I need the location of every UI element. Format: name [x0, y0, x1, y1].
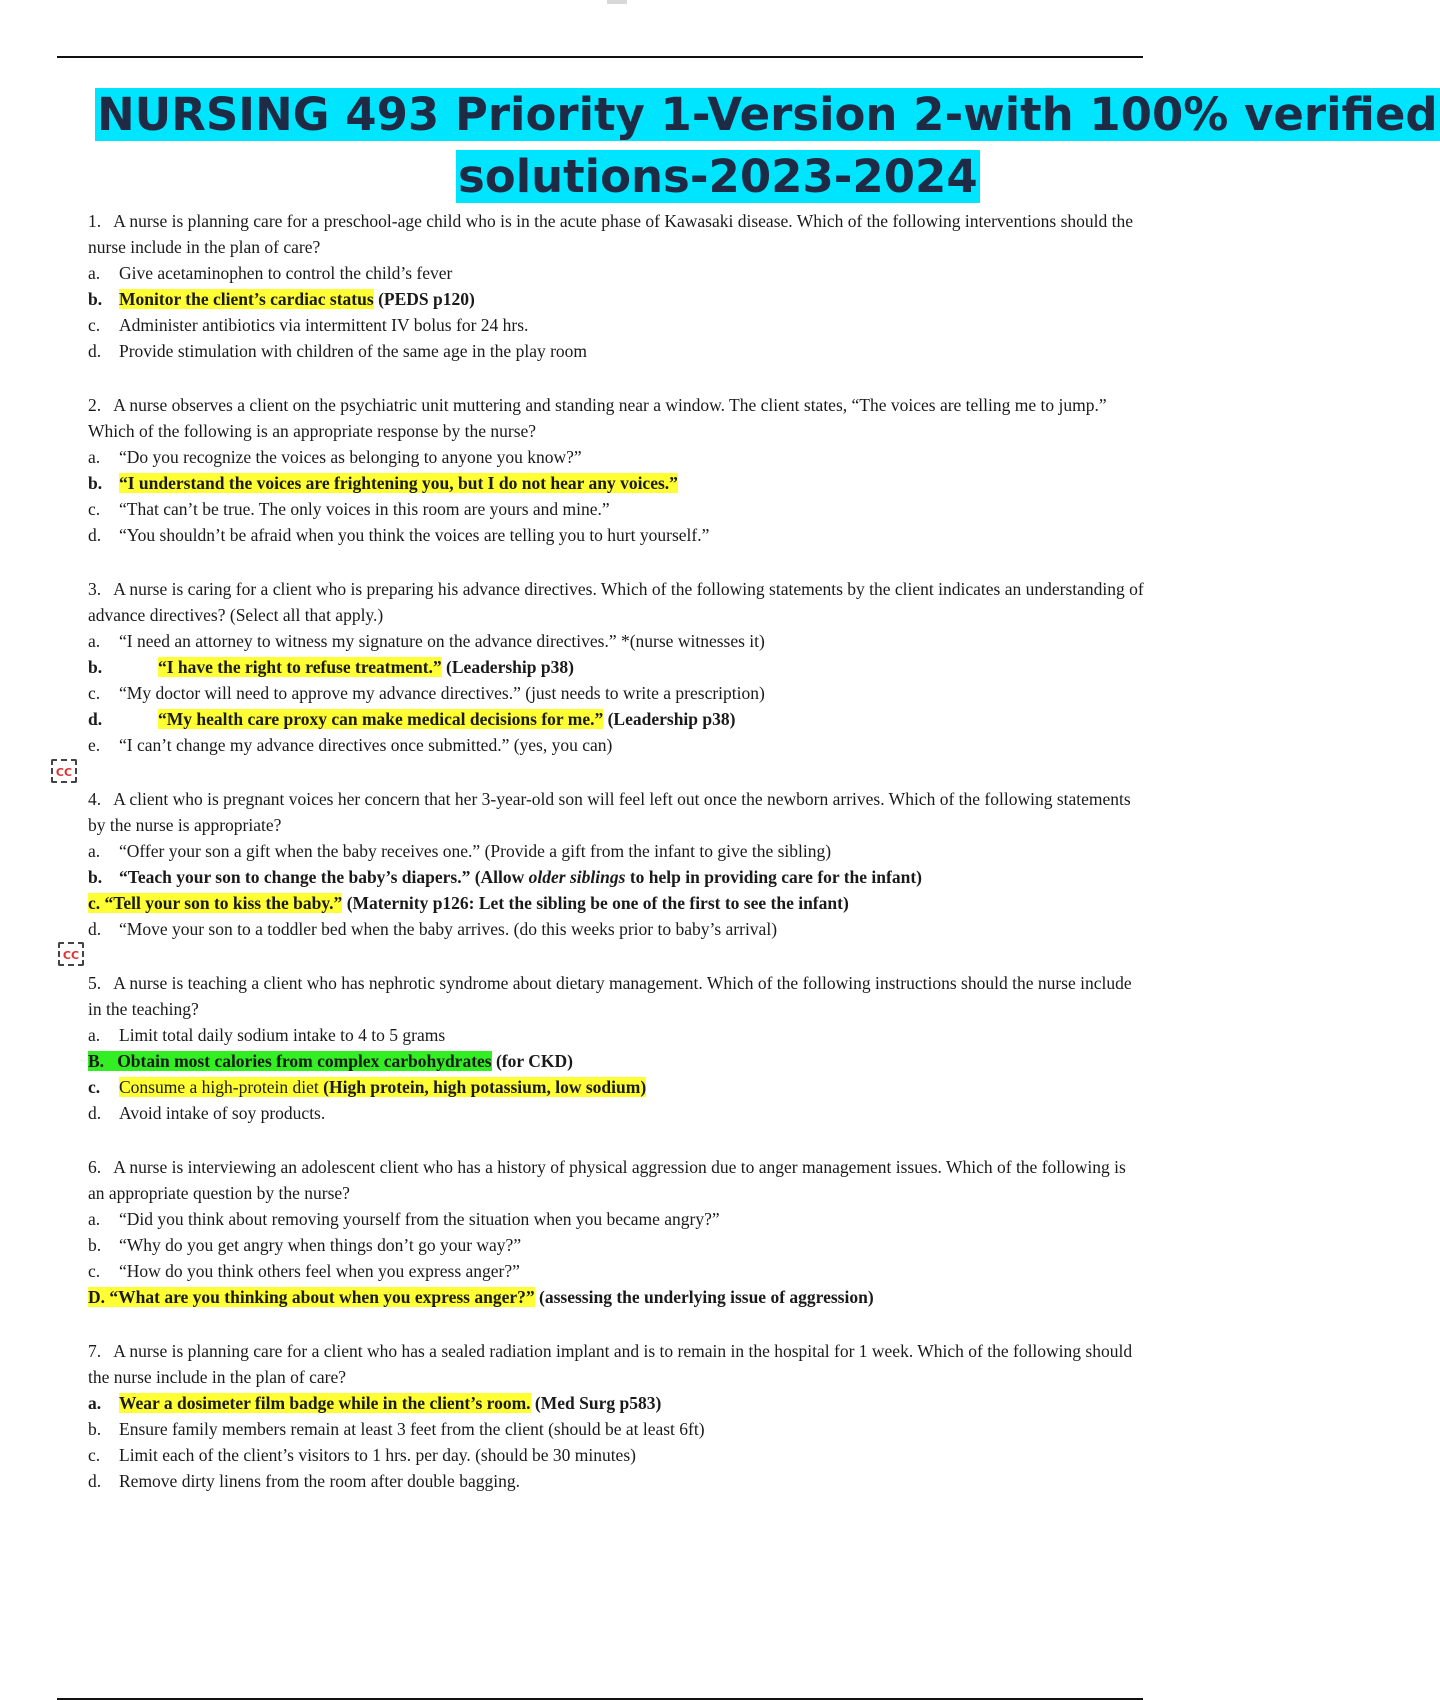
title-line-2: solutions-2023-2024: [458, 150, 978, 203]
top-edge-mark: [607, 0, 627, 4]
option-e: e. “I can’t change my advance directives once submitted.” (yes, you can): [88, 735, 613, 755]
option-b-answer: B. Obtain most calories from complex carbohydrates (for CKD): [88, 1051, 573, 1071]
question-6: [88, 1154, 1144, 1310]
option-b: b. Ensure family members remain at least 3 feet from the client (should be at least 6ft): [88, 1419, 705, 1439]
question-7: [88, 1338, 1144, 1494]
option-d-answer: d. “My health care proxy can make medical decisions for me.” (Leadership p38): [88, 709, 736, 729]
option-d: d. Remove dirty linens from the room after double bagging.: [88, 1471, 520, 1491]
header-rule: [57, 56, 1143, 58]
option-c: c. Administer antibiotics via intermittent IV bolus for 24 hrs.: [88, 315, 529, 335]
question-stem: 6. A nurse is interviewing an adolescent client who has a history of physical aggression due to anger management issues. Which of the following is an appropriate question by the nurse?: [88, 1157, 1126, 1203]
option-a: a. “Did you think about removing yourself from the situation when you became angry?”: [88, 1209, 720, 1229]
option-a: a. Give acetaminophen to control the child’s fever: [88, 263, 453, 283]
option-c: c. “That can’t be true. The only voices in this room are yours and mine.”: [88, 499, 610, 519]
option-c: c. Limit each of the client’s visitors to 1 hrs. per day. (should be 30 minutes): [88, 1445, 636, 1465]
option-a-answer: a. Wear a dosimeter film badge while in the client’s room. (Med Surg p583): [88, 1393, 662, 1413]
question-stem: 3. A nurse is caring for a client who is preparing his advance directives. Which of the following statements by the client indicates an understanding of advance directives? (Select all that apply.): [88, 579, 1144, 625]
question-5: [88, 970, 1144, 1126]
option-a: a. “I need an attorney to witness my signature on the advance directives.” *(nurse witnesses it): [88, 631, 765, 651]
comment-cc-icon[interactable]: CC: [58, 942, 84, 966]
question-stem: 2. A nurse observes a client on the psychiatric unit muttering and standing near a window. The client states, “The voices are telling me to jump.” Which of the following is an appropriate response by the nurse?: [88, 395, 1107, 441]
question-1: [88, 208, 1144, 364]
option-d: d. “Move your son to a toddler bed when the baby arrives. (do this weeks prior to baby’s arrival): [88, 919, 778, 939]
question-4: [88, 786, 1144, 942]
option-d: d. “You shouldn’t be afraid when you think the voices are telling you to hurt yourself.”: [88, 525, 710, 545]
option-c: c. “My doctor will need to approve my advance directives.” (just needs to write a prescription): [88, 683, 765, 703]
option-c-answer: c. “Tell your son to kiss the baby.” (Maternity p126: Let the sibling be one of the first to see the infant): [88, 893, 849, 913]
question-stem: 1. A nurse is planning care for a preschool-age child who is in the acute phase of Kawasaki disease. Which of the following interventions should the nurse include in the plan of care?: [88, 211, 1134, 257]
question-list: [88, 208, 1144, 1494]
option-b-answer: b. Monitor the client’s cardiac status (PEDS p120): [88, 289, 475, 309]
option-b-answer: b. “I have the right to refuse treatment.” (Leadership p38): [88, 657, 574, 677]
question-stem: 7. A nurse is planning care for a client who has a sealed radiation implant and is to remain in the hospital for 1 week. Which of the following should the nurse include in the plan of care?: [88, 1341, 1133, 1387]
option-d-answer: D. “What are you thinking about when you express anger?” (assessing the underlying issue of aggression): [88, 1287, 874, 1307]
option-a: a. “Offer your son a gift when the baby receives one.” (Provide a gift from the infant to give the sibling): [88, 841, 832, 861]
option-d: d. Provide stimulation with children of the same age in the play room: [88, 341, 588, 361]
option-c: c. “How do you think others feel when you express anger?”: [88, 1261, 520, 1281]
question-stem: 4. A client who is pregnant voices her concern that her 3-year-old son will feel left out once the newborn arrives. Which of the following statements by the nurse is appropriate?: [88, 789, 1131, 835]
option-c-answer: c. Consume a high-protein diet (High protein, high potassium, low sodium): [88, 1077, 647, 1097]
option-a: a. Limit total daily sodium intake to 4 to 5 grams: [88, 1025, 446, 1045]
question-2: [88, 392, 1144, 548]
option-b-answer: b. “I understand the voices are frightening you, but I do not hear any voices.”: [88, 473, 678, 493]
question-3: [88, 576, 1144, 758]
option-a: a. “Do you recognize the voices as belonging to anyone you know?”: [88, 447, 582, 467]
question-stem: 5. A nurse is teaching a client who has nephrotic syndrome about dietary management. Which of the following instructions should the nurse include in the teaching?: [88, 973, 1132, 1019]
comment-cc-icon[interactable]: CC: [51, 759, 77, 783]
option-b: b. “Teach your son to change the baby’s diapers.” (Allow older siblings to help in providing care for the infant): [88, 867, 922, 887]
title-line-1: NURSING 493 Priority 1-Version 2-with 100% verified: [97, 88, 1438, 141]
option-d: d. Avoid intake of soy products.: [88, 1103, 326, 1123]
option-b: b. “Why do you get angry when things don’t go your way?”: [88, 1235, 522, 1255]
